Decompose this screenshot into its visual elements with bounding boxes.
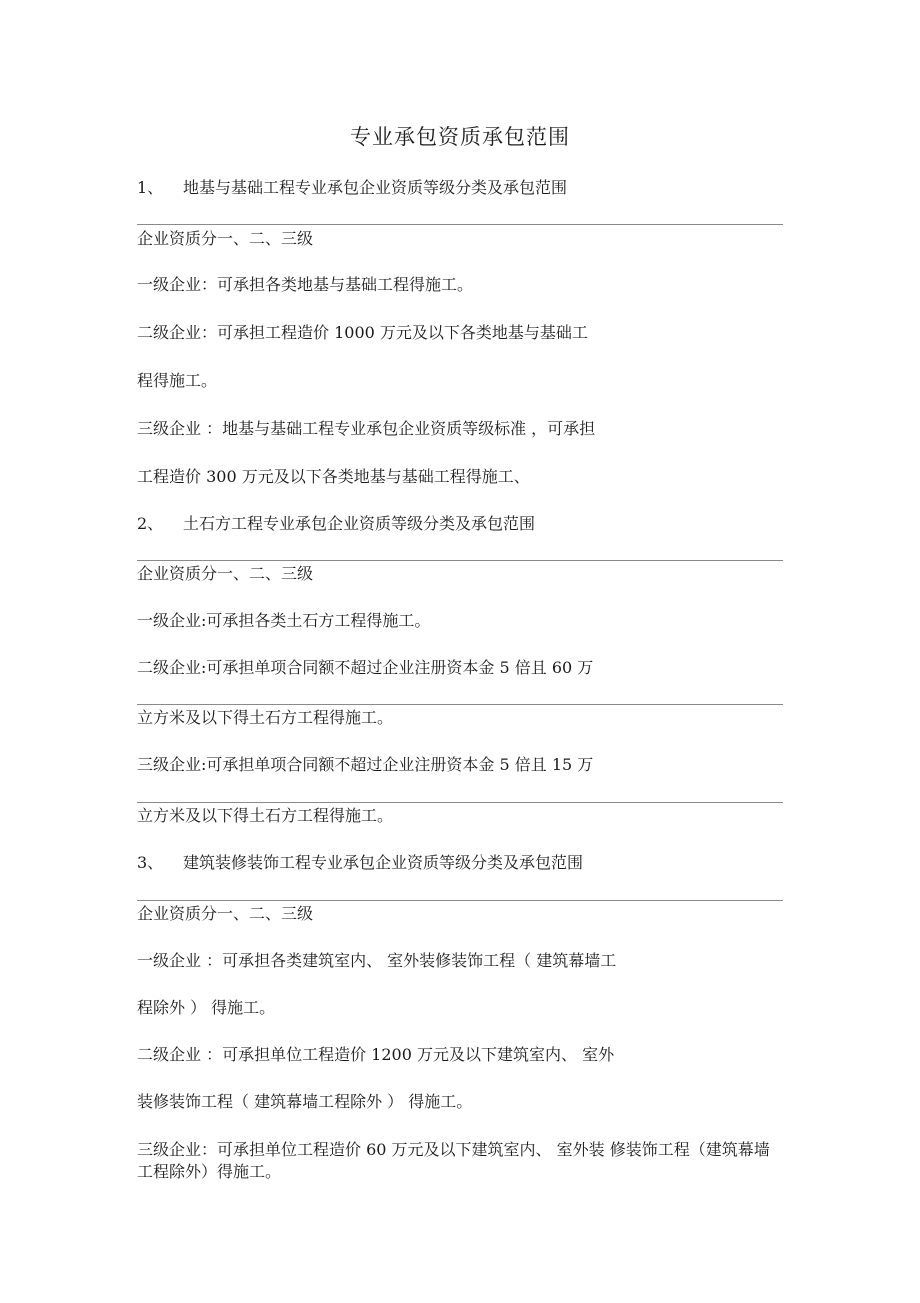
paragraph-line: 立方米及以下得土石方工程得施工。 — [137, 708, 394, 727]
paragraph-line: 一级企业:可承担各类土石方工程得施工。 — [137, 611, 431, 630]
paragraph-line: 企业资质分一、二、三级 — [137, 229, 314, 248]
divider-line — [137, 802, 783, 803]
section-heading-text: 土石方工程专业承包企业资质等级分类及承包范围 — [183, 514, 536, 533]
paragraph-line: 二级企业：可承担工程造价 1000 万元及以下各类地基与基础工 — [137, 323, 588, 342]
divider-line — [137, 560, 783, 561]
paragraph-line: 三级企业 ：地基与基础工程专业承包企业资质等级标准 ，可承担 — [137, 419, 596, 438]
paragraph-line: 一级企业 ：可承担各类建筑室内、 室外装修装饰工程（ 建筑幕墙工 — [137, 951, 617, 970]
paragraph-line: 企业资质分一、二、三级 — [137, 904, 314, 923]
section-number: 1、 — [137, 178, 164, 197]
paragraph-line: 二级企业 ：可承担单位工程造价 1200 万元及以下建筑室内、 室外 — [137, 1045, 615, 1064]
paragraph-line: 装修装饰工程（ 建筑幕墙工程除外 ） 得施工。 — [137, 1092, 473, 1111]
section-number: 3、 — [137, 853, 164, 872]
divider-line — [137, 224, 783, 225]
paragraph-line: 立方米及以下得土石方工程得施工。 — [137, 806, 394, 825]
paragraph-line: 一级企业：可承担各类地基与基础工程得施工。 — [137, 275, 474, 294]
paragraph-line: 工程造价 300 万元及以下各类地基与基础工程得施工、 — [137, 467, 530, 486]
paragraph-line: 二级企业:可承担单项合同额不超过企业注册资本金 5 倍且 60 万 — [137, 658, 594, 677]
paragraph-line: 企业资质分一、二、三级 — [137, 564, 314, 583]
divider-line — [137, 704, 783, 705]
section-heading-text: 地基与基础工程专业承包企业资质等级分类及承包范围 — [183, 178, 568, 197]
paragraph-line: 三级企业:可承担单项合同额不超过企业注册资本金 5 倍且 15 万 — [137, 755, 594, 774]
section-number: 2、 — [137, 514, 164, 533]
section-heading — [137, 177, 567, 199]
section-heading — [137, 513, 535, 535]
section-heading — [137, 852, 583, 874]
document-title: 专业承包资质承包范围 — [350, 125, 570, 149]
paragraph-line: 程得施工。 — [137, 371, 218, 390]
paragraph-line: 程除外 ） 得施工。 — [137, 998, 276, 1017]
paragraph-line: 三级企业：可承担单位工程造价 60 万元及以下建筑室内、 室外装 修装饰工程（建筑幕墙工程除外）得施工。 — [137, 1140, 770, 1181]
divider-line — [137, 900, 783, 901]
section-heading-text: 建筑装修装饰工程专业承包企业资质等级分类及承包范围 — [183, 853, 584, 872]
